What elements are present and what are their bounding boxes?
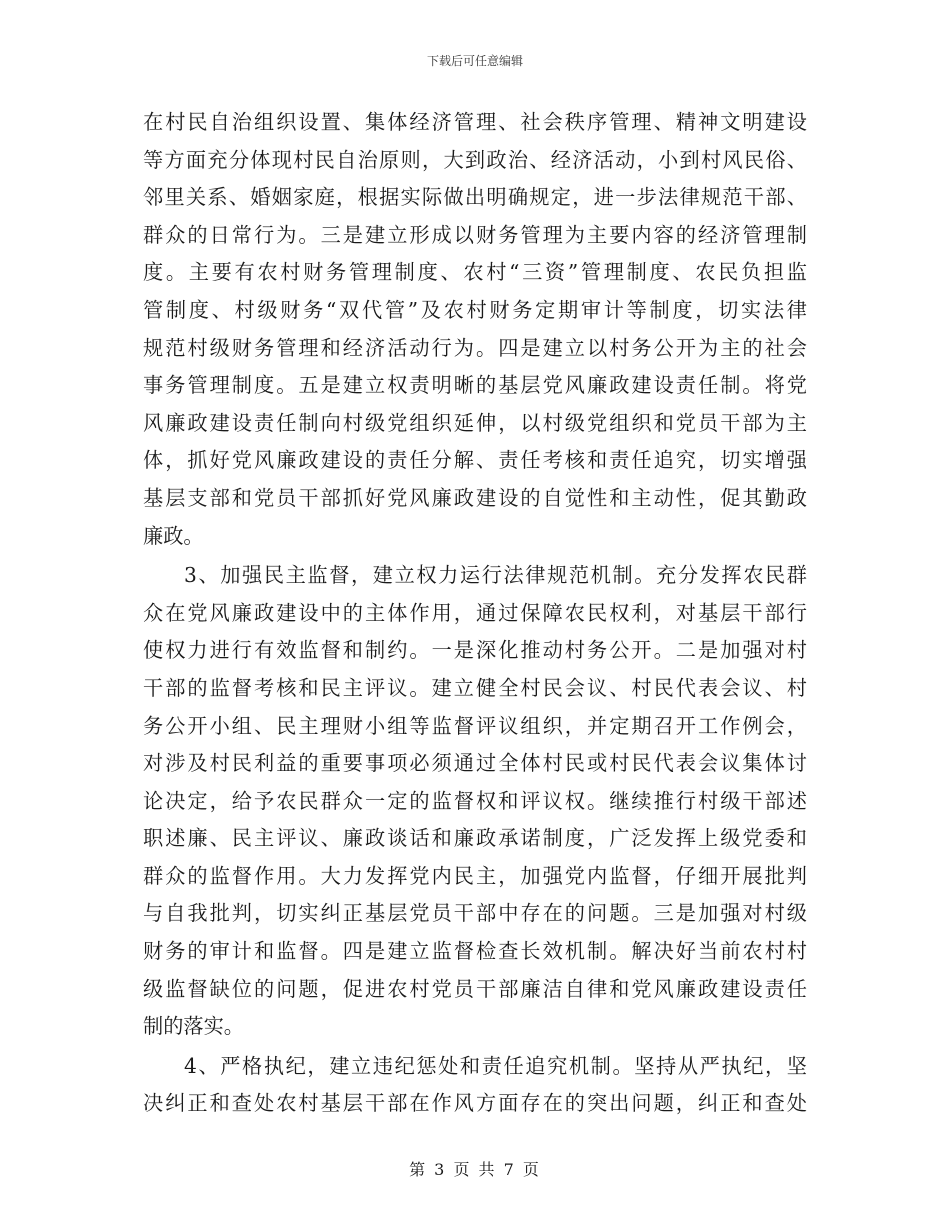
text-line: 与自我批判，切实纠正基层党员干部中存在的问题。三是加强对村级 bbox=[143, 901, 807, 926]
text-line: 规范村级财务管理和经济活动行为。四是建立以村务公开为主的社会 bbox=[143, 335, 807, 360]
document-body bbox=[143, 104, 807, 1123]
text-line: 4、严格执纪，建立违纪惩处和责任追究机制。坚持从严执纪，坚 bbox=[184, 1053, 807, 1078]
text-line: 等方面充分体现村民自治原则，大到政治、经济活动，小到村风民俗、 bbox=[143, 147, 807, 172]
page-number: 第 3 页 共 7 页 bbox=[409, 1160, 541, 1179]
text-line: 众在党风廉政建设中的主体作用，通过保障农民权利，对基层干部行 bbox=[143, 600, 807, 625]
text-line: 论决定，给予农民群众一定的监督权和评议权。继续推行村级干部述 bbox=[143, 788, 807, 813]
text-line: 群众的日常行为。三是建立形成以财务管理为主要内容的经济管理制 bbox=[143, 222, 807, 247]
text-line: 事务管理制度。五是建立权责明晰的基层党风廉政建设责任制。将党 bbox=[143, 373, 807, 398]
text-line: 财务的审计和监督。四是建立监督检查长效机制。解决好当前农村村 bbox=[143, 939, 807, 964]
text-line: 邻里关系、婚姻家庭，根据实际做出明确规定，进一步法律规范干部、 bbox=[143, 185, 807, 210]
text-line: 决纠正和查处农村基层干部在作风方面存在的突出问题，纠正和查处 bbox=[143, 1091, 807, 1116]
text-line: 群众的监督作用。大力发挥党内民主，加强党内监督，仔细开展批判 bbox=[143, 863, 807, 888]
text-line: 务公开小组、民主理财小组等监督评议组织，并定期召开工作例会， bbox=[143, 713, 807, 738]
paragraph bbox=[143, 1048, 807, 1123]
paragraph bbox=[143, 557, 807, 1046]
text-line: 度。主要有农村财务管理制度、农村“三资”管理制度、农民负担监 bbox=[143, 260, 807, 285]
text-line: 对涉及村民利益的重要事项必须通过全体村民或村民代表会议集体讨 bbox=[143, 751, 807, 776]
text-line: 基层支部和党员干部抓好党风廉政建设的自觉性和主动性，促其勤政 bbox=[143, 485, 807, 510]
text-line: 风廉政建设责任制向村级党组织延伸，以村级党组织和党员干部为主 bbox=[143, 410, 807, 435]
text-line: 体，抓好党风廉政建设的责任分解、责任考核和责任追究，切实增强 bbox=[143, 448, 807, 473]
text-line: 职述廉、民主评议、廉政谈话和廉政承诺制度，广泛发挥上级党委和 bbox=[143, 826, 807, 851]
text-line: 在村民自治组织设置、集体经济管理、社会秩序管理、精神文明建设 bbox=[143, 110, 807, 134]
header-note: 下载后可任意编辑 bbox=[426, 54, 523, 68]
paragraph bbox=[143, 104, 807, 555]
text-line: 制的落实。 bbox=[143, 1014, 244, 1039]
text-line: 廉政。 bbox=[143, 523, 204, 548]
text-line: 级监督缺位的问题，促进农村党员干部廉洁自律和党风廉政建设责任 bbox=[143, 976, 807, 1001]
text-line: 3、加强民主监督，建立权力运行法律规范机制。充分发挥农民群 bbox=[184, 563, 807, 588]
text-line: 使权力进行有效监督和制约。一是深化推动村务公开。二是加强对村 bbox=[143, 638, 807, 663]
text-line: 管制度、村级财务“双代管”及农村财务定期审计等制度，切实法律 bbox=[143, 297, 807, 322]
text-line: 干部的监督考核和民主评议。建立健全村民会议、村民代表会议、村 bbox=[143, 675, 807, 700]
